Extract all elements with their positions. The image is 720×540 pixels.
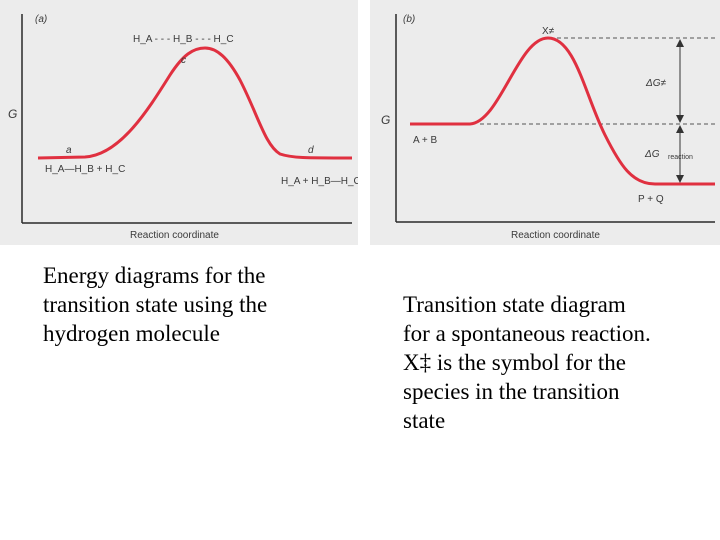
panel-b-tag: (b) (403, 14, 416, 25)
transition-state-diagram-svg (370, 0, 720, 245)
panel-b-reactants-label: A + B (413, 135, 438, 146)
energy-diagram-hydrogen (0, 0, 358, 245)
panel-a-y-axis-label: G (8, 107, 18, 121)
panel-b-energy-curve (410, 38, 715, 184)
panel-a-tag: (a) (35, 14, 48, 25)
panel-a-energy-curve (38, 48, 352, 158)
panel-b-reaction-arrowhead-up (676, 125, 684, 133)
panel-a-peak-letter: c (181, 55, 186, 66)
panel-b-transition-label: X≠ (542, 26, 555, 37)
panel-b-dg-reaction-subscript: reaction (668, 154, 693, 161)
panel-a-left-species: H_A—H_B + H_C (45, 164, 126, 175)
panel-b-products-label: P + Q (638, 194, 664, 205)
transition-state-diagram (370, 0, 720, 245)
panel-a-right-letter: d (308, 145, 314, 156)
panel-a-left-letter: a (66, 145, 72, 156)
panel-b-y-axis-label: G (381, 113, 391, 127)
panel-a-right-species: H_A + H_B—H_C (281, 176, 358, 187)
panel-a-x-axis-label: Reaction coordinate (130, 230, 219, 241)
panel-b-dg-reaction-label: ΔG (645, 149, 660, 160)
panel-b-dg-activation-label: ΔG≠ (646, 78, 666, 89)
panel-b-x-axis-label: Reaction coordinate (511, 230, 600, 241)
energy-diagram-hydrogen-svg (0, 0, 358, 245)
panel-a-peak-label: H_A - - - H_B - - - H_C (133, 34, 234, 45)
panel-b-reaction-arrowhead-down (676, 175, 684, 183)
caption-hydrogen-diagram: Energy diagrams for the transition state using the hydrogen molecule (43, 263, 268, 346)
panel-b-activation-arrowhead-down (676, 115, 684, 123)
caption-transition-state: Transition state diagram for a spontaneous reaction. X‡ is the symbol for the species in the transition state (403, 292, 651, 433)
panel-b-activation-arrowhead-up (676, 39, 684, 47)
